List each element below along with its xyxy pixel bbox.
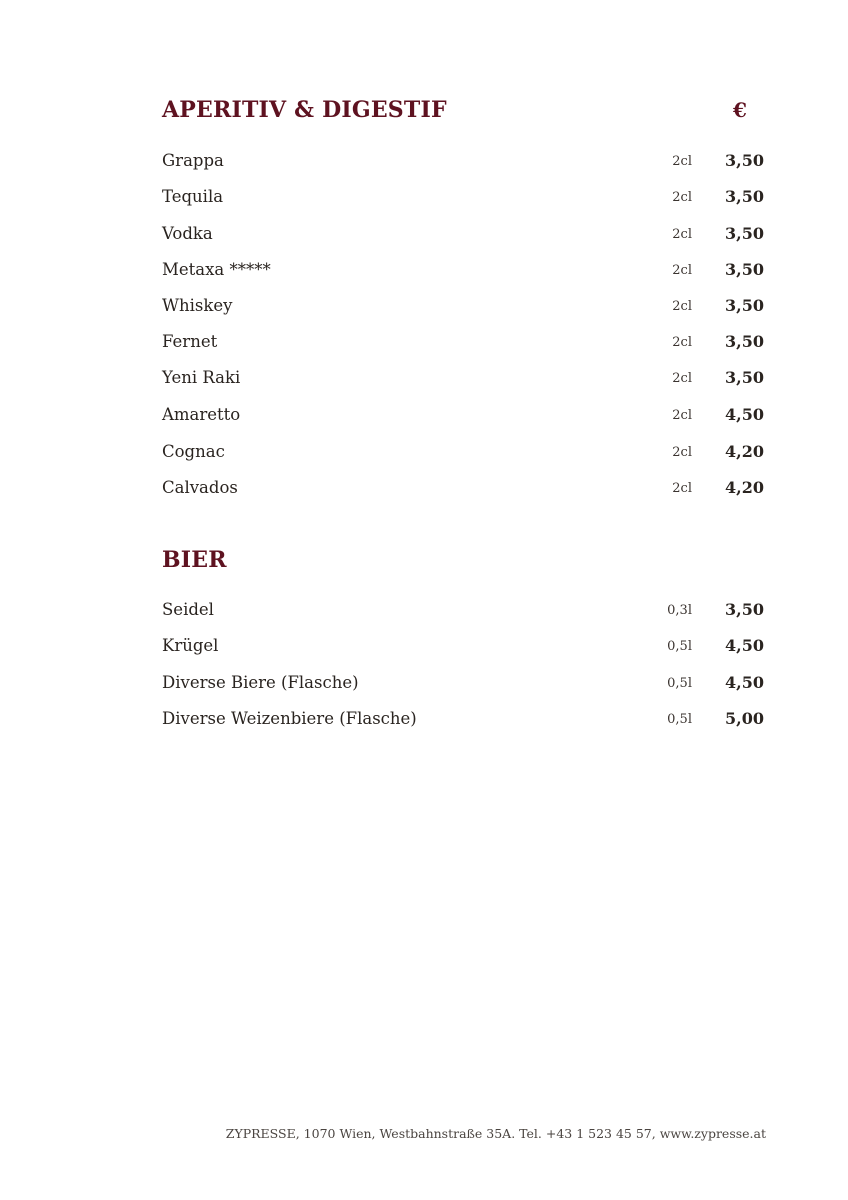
item-volume: 0,5l <box>667 639 692 654</box>
menu-item <box>162 635 766 657</box>
menu-item <box>162 150 766 172</box>
footer-address: ZYPRESSE, 1070 Wien, Westbahnstraße 35A. Tel. +43 1 523 45 57, www.zypresse.at <box>225 1126 766 1141</box>
menu-item <box>162 295 766 317</box>
item-price: 3,50 <box>725 332 764 351</box>
item-price: 3,50 <box>725 296 764 315</box>
menu-item <box>162 477 766 499</box>
item-volume: 0,5l <box>667 676 692 691</box>
menu-item <box>162 331 766 353</box>
section-title-aperitiv: APERITIV & DIGESTIF <box>162 97 447 123</box>
section-title-bier: BIER <box>162 547 227 573</box>
item-volume: 0,3l <box>667 603 692 618</box>
item-price: 3,50 <box>725 151 764 170</box>
item-name: Diverse Biere (Flasche) <box>162 673 359 692</box>
item-name: Krügel <box>162 636 219 655</box>
menu-item <box>162 404 766 426</box>
menu-item <box>162 259 766 281</box>
item-volume: 2cl <box>672 299 692 314</box>
item-volume: 2cl <box>672 445 692 460</box>
item-name: Metaxa ***** <box>162 260 271 279</box>
item-volume: 0,5l <box>667 712 692 727</box>
item-name: Vodka <box>162 224 213 243</box>
item-price: 4,20 <box>725 442 764 461</box>
item-price: 3,50 <box>725 224 764 243</box>
item-name: Cognac <box>162 442 225 461</box>
item-price: 4,20 <box>725 478 764 497</box>
item-name: Yeni Raki <box>162 368 241 387</box>
menu-item <box>162 672 766 694</box>
menu-item <box>162 708 766 730</box>
item-price: 3,50 <box>725 600 764 619</box>
item-price: 3,50 <box>725 260 764 279</box>
item-volume: 2cl <box>672 227 692 242</box>
item-volume: 2cl <box>672 481 692 496</box>
item-volume: 2cl <box>672 154 692 169</box>
item-name: Whiskey <box>162 296 233 315</box>
menu-item <box>162 441 766 463</box>
item-price: 4,50 <box>725 636 764 655</box>
item-name: Grappa <box>162 151 224 170</box>
menu-item <box>162 186 766 208</box>
item-price: 4,50 <box>725 673 764 692</box>
item-volume: 2cl <box>672 371 692 386</box>
item-name: Diverse Weizenbiere (Flasche) <box>162 709 417 728</box>
item-name: Amaretto <box>162 405 241 424</box>
item-volume: 2cl <box>672 190 692 205</box>
item-volume: 2cl <box>672 335 692 350</box>
item-volume: 2cl <box>672 263 692 278</box>
menu-item <box>162 599 766 621</box>
item-price: 5,00 <box>725 709 764 728</box>
item-name: Tequila <box>162 187 224 206</box>
item-name: Fernet <box>162 332 218 351</box>
menu-item <box>162 367 766 389</box>
item-price: 3,50 <box>725 187 764 206</box>
currency-header: € <box>733 98 747 122</box>
item-volume: 2cl <box>672 408 692 423</box>
item-price: 3,50 <box>725 368 764 387</box>
item-price: 4,50 <box>725 405 764 424</box>
item-name: Calvados <box>162 478 238 497</box>
menu-item <box>162 223 766 245</box>
item-name: Seidel <box>162 600 214 619</box>
